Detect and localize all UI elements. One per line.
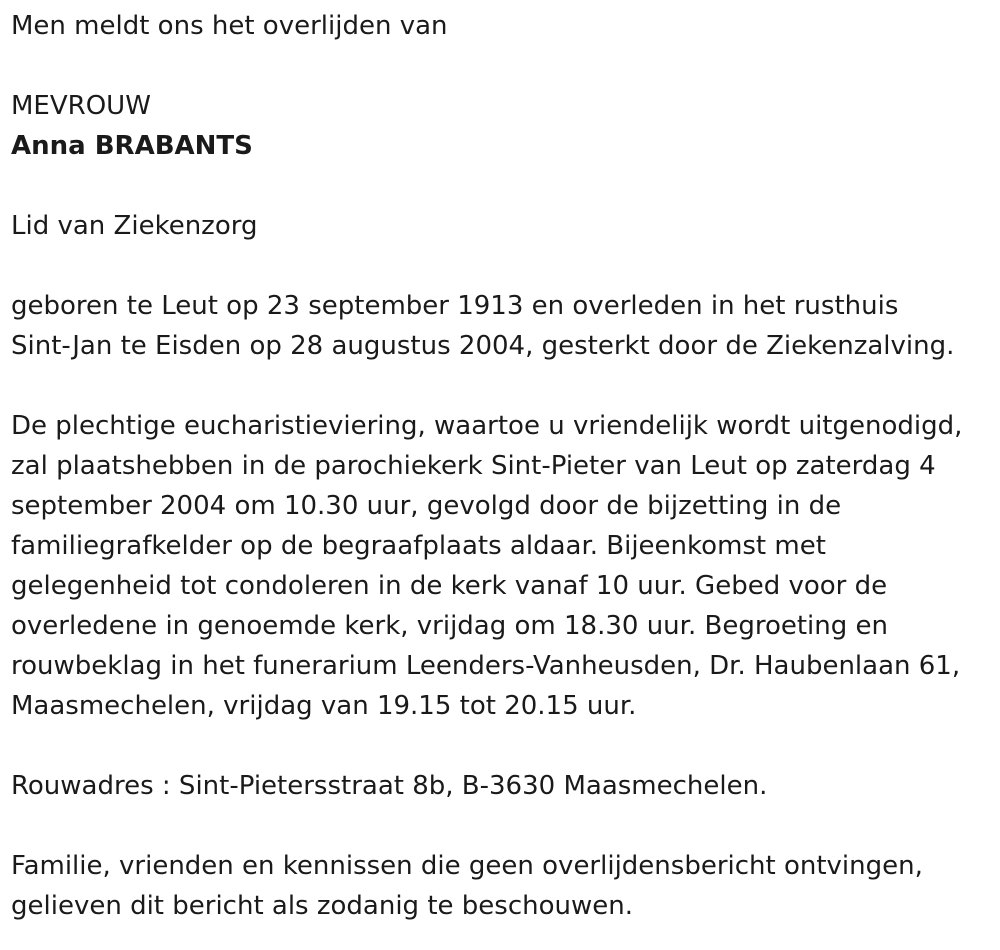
closing-paragraph — [11, 846, 991, 926]
paragraph-line: gelegenheid tot condoleren in de kerk vanaf 10 uur. Gebed voor de — [11, 571, 888, 601]
paragraph-line: rouwbeklag in het funerarium Leenders-Vanheusden, Dr. Haubenlaan 61, — [11, 651, 961, 681]
honorific-title: MEVROUW — [11, 91, 151, 121]
membership-text: Lid van Ziekenzorg — [11, 211, 258, 241]
paragraph-line: Familie, vrienden en kennissen die geen overlijdensbericht ontvingen, — [11, 851, 923, 881]
paragraph-line: Maasmechelen, vrijdag van 19.15 tot 20.15 uur. — [11, 691, 637, 721]
spacer — [11, 726, 991, 766]
obituary-notice — [11, 6, 991, 926]
spacer — [11, 46, 991, 86]
spacer — [11, 806, 991, 846]
mourning-address: Rouwadres : Sint-Pietersstraat 8b, B-3630 Maasmechelen. — [11, 771, 768, 801]
paragraph-line: geboren te Leut op 23 september 1913 en overleden in het rusthuis — [11, 291, 899, 321]
ceremony-paragraph — [11, 406, 991, 726]
deceased-name: Anna BRABANTS — [11, 131, 253, 161]
paragraph-line: overledene in genoemde kerk, vrijdag om 18.30 uur. Begroeting en — [11, 611, 888, 641]
paragraph-line: zal plaatshebben in de parochiekerk Sint-Pieter van Leut op zaterdag 4 — [11, 451, 936, 481]
paragraph-line: Sint-Jan te Eisden op 28 augustus 2004, gesterkt door de Ziekenzalving. — [11, 331, 955, 361]
spacer — [11, 166, 991, 206]
spacer — [11, 246, 991, 286]
paragraph-line: september 2004 om 10.30 uur, gevolgd door de bijzetting in de — [11, 491, 842, 521]
intro-text: Men meldt ons het overlijden van — [11, 11, 448, 41]
birth-death-paragraph — [11, 286, 991, 366]
paragraph-line: familiegrafkelder op de begraafplaats aldaar. Bijeenkomst met — [11, 531, 826, 561]
spacer — [11, 366, 991, 406]
paragraph-line: gelieven dit bericht als zodanig te beschouwen. — [11, 891, 633, 921]
paragraph-line: De plechtige eucharistieviering, waartoe u vriendelijk wordt uitgenodigd, — [11, 411, 963, 441]
